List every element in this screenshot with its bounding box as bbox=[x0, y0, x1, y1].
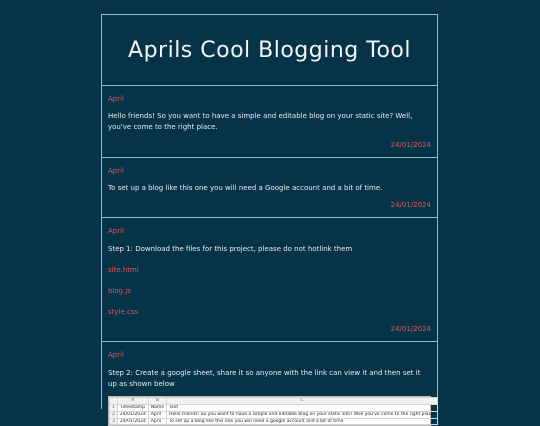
post-text: Step 1: Download the files for this project, please do not hotlink them bbox=[108, 244, 353, 253]
table-row bbox=[110, 411, 438, 418]
row-number: 2 bbox=[110, 411, 118, 418]
row-number: 1 bbox=[110, 404, 118, 411]
sheet-cell: Timestamp bbox=[117, 404, 148, 411]
sheet-cell: April bbox=[148, 418, 166, 425]
row-number: 3 bbox=[110, 418, 118, 425]
sheet-column-header: B bbox=[148, 398, 166, 405]
table-row bbox=[110, 404, 438, 411]
file-links bbox=[108, 265, 431, 319]
blog-post bbox=[102, 218, 437, 342]
post-date: 24/01/2024 bbox=[390, 325, 431, 334]
sheet-cell: Name bbox=[148, 404, 166, 411]
blog-header bbox=[102, 14, 437, 86]
link-style-css[interactable]: style.css bbox=[108, 308, 139, 317]
blog-post bbox=[102, 158, 437, 219]
sheet-screenshot bbox=[108, 396, 436, 426]
post-author: April bbox=[108, 95, 124, 103]
table-row bbox=[110, 418, 438, 425]
sheet-cell: Hello friends! So you want to have a simple and editable blog on your static site? Well you've come to the right place. bbox=[167, 411, 438, 418]
sheet-column-header: C bbox=[167, 398, 438, 405]
post-date: 24/01/2024 bbox=[390, 140, 431, 149]
sheet-cell: April bbox=[148, 411, 166, 418]
link-site-html[interactable]: site.html bbox=[108, 265, 139, 274]
sheet-cell: 24/01/2024 bbox=[117, 411, 148, 418]
post-date: 24/01/2024 bbox=[390, 201, 431, 210]
sheet-column-header bbox=[110, 398, 118, 405]
sheet-column-header-row bbox=[110, 398, 438, 405]
post-text: Hello friends! So you want to have a simple and editable blog on your static site? Well, you've come to the right place. bbox=[108, 112, 413, 132]
post-author: April bbox=[108, 351, 124, 360]
sheet-cell: 24/01/2024 bbox=[117, 418, 148, 425]
blog-post bbox=[102, 86, 437, 158]
post-author: April bbox=[108, 166, 124, 175]
blog-page bbox=[101, 14, 438, 424]
page-title: Aprils Cool Blogging Tool bbox=[128, 37, 411, 63]
sheet-column-header: A bbox=[117, 398, 148, 405]
link-blog-js[interactable]: blog.js bbox=[108, 286, 131, 295]
sheet-table bbox=[109, 397, 438, 425]
blog-post bbox=[102, 342, 437, 426]
post-text: To set up a blog like this one you will need a Google account and a bit of time. bbox=[108, 183, 383, 192]
sheet-cell: To set up a blog like this one you will need a google account and a bit of time. bbox=[167, 418, 438, 425]
post-author: April bbox=[108, 227, 124, 236]
post-text: Step 2: Create a google sheet, share it so anyone with the link can view it and then set it up as shown below bbox=[108, 368, 421, 388]
sheet-cell: Text bbox=[167, 404, 438, 411]
